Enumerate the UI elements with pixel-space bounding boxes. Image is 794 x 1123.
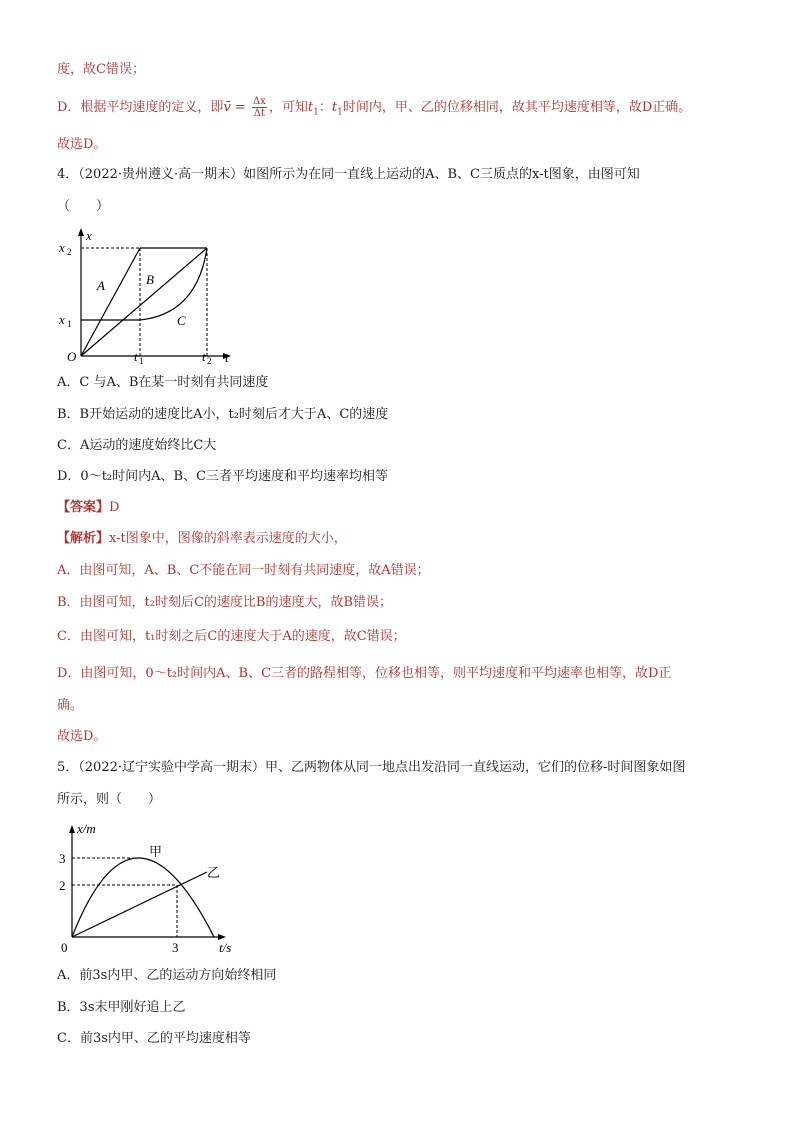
- q4-option-b-text: B．B开始运动的速度比A小，t₂时刻后才大于A、C的速度: [57, 407, 389, 422]
- q4-explain-d-text-1: D．由图可知，0～t₂时间内A、B、C三者的路程相等，位移也相等，则平均速度和平均速率也相等，故D正: [57, 666, 672, 681]
- q5-label-jia: 甲: [149, 844, 163, 859]
- t2-symbol: t: [331, 100, 338, 115]
- q5-y-tick-2: 2: [59, 878, 66, 893]
- q5-xt-graph: [57, 816, 247, 960]
- q4-explain-c-text: C．由图可知，t₁时刻之后C的速度大于A的速度，故C错误；: [57, 629, 406, 644]
- q5-option-c-text: C．前3s内甲、乙的平均速度相等: [57, 1031, 251, 1046]
- delta-fraction: [252, 96, 267, 119]
- q4-option-a-text: A．C 与A、B在某一时刻有共同速度: [57, 375, 269, 390]
- q5-curve-jia: [72, 858, 214, 937]
- q4-option-b: [57, 406, 388, 424]
- q4-option-d-text: D．0～t₂时间内A、B、C三者平均速度和平均速率均相等: [57, 469, 389, 484]
- q4-option-d: [57, 468, 388, 486]
- q4-answer-line: [57, 499, 119, 517]
- q4-t-axis-label: t: [225, 350, 229, 365]
- q5-line-yi: [72, 872, 207, 937]
- q4-x2-subscript: 2: [67, 247, 72, 257]
- prev-text-2a: D．根据平均速度的定义，即: [57, 100, 224, 115]
- vbar-symbol: v̄: [223, 100, 231, 115]
- t2-subscript: 1: [337, 107, 343, 118]
- q5-x-axis-label: t/s: [219, 940, 232, 955]
- q4-curve-label-b: B: [146, 272, 154, 287]
- q4-x1-label: x: [59, 312, 65, 327]
- q4-stem-2: （ ）: [57, 199, 110, 214]
- fraction-numerator: Δx: [252, 96, 266, 107]
- q5-label-yi: 乙: [207, 865, 221, 880]
- q4-option-c-text: C．A运动的速度始终比C大: [57, 438, 217, 453]
- q4-analysis-line: [57, 530, 347, 548]
- q4-line-b: [81, 248, 207, 356]
- prev-choose: 故选D。: [57, 137, 107, 152]
- q5-option-c: [57, 1030, 251, 1048]
- q4-explain-d-1: [57, 665, 671, 683]
- prev-line-3: [57, 136, 106, 154]
- q5-stem-line-1: [57, 759, 685, 777]
- q4-choose: [57, 728, 106, 746]
- prev-text-1: 度，故C错误；: [57, 62, 145, 77]
- prev-text-2c: 时间内，甲、乙的位移相同，故其平均速度相等，故D正确。: [342, 100, 692, 115]
- q4-xt-graph: [57, 224, 257, 368]
- q5-origin-label: 0: [61, 940, 68, 955]
- q4-x2-label: x: [59, 240, 65, 255]
- t1-subscript: 1: [313, 107, 319, 118]
- answer-tag: 【答案】: [57, 500, 110, 515]
- q4-stem-1: 4．（2022·贵州遵义·高一期末）如图所示为在同一直线上运动的A、B、C三质点的x-t图象，由图可知: [57, 167, 640, 182]
- q4-stem-line-2: [57, 198, 109, 216]
- q4-line-a: [81, 248, 140, 356]
- q4-explain-a-text: A．由图可知，A、B、C不能在同一时刻有共同速度，故A错误；: [57, 563, 430, 578]
- q5-y-axis-label: x/m: [77, 821, 96, 836]
- q4-t1-subscript: 1: [139, 356, 144, 366]
- q4-t2-label: t: [202, 349, 206, 364]
- q4-option-a: [57, 374, 268, 392]
- colon: ：: [318, 100, 332, 115]
- q4-y-arrow: [78, 228, 84, 236]
- q4-explain-b: [57, 594, 392, 612]
- q4-y-label: x: [86, 228, 92, 243]
- q4-curve-label-a: A: [97, 278, 105, 293]
- q4-explain-a: [57, 562, 430, 580]
- q4-answer: D: [109, 500, 120, 515]
- prev-line-2: [57, 96, 691, 122]
- q5-y-arrow: [69, 825, 75, 833]
- analysis-tag: 【解析】: [57, 531, 110, 546]
- q4-origin-label: O: [67, 349, 77, 364]
- prev-line-1: [57, 61, 145, 79]
- equals-sign: =: [230, 100, 250, 115]
- q5-option-a-text: A．前3s内甲、乙的运动方向始终相同: [57, 968, 277, 983]
- fraction-denominator: Δt: [253, 108, 266, 119]
- q4-t2-subscript: 2: [207, 356, 212, 366]
- q5-option-b: [57, 999, 186, 1017]
- q4-explain-d-text-2: 确。: [57, 698, 84, 713]
- q4-explain-d-2: [57, 697, 83, 715]
- q4-explain-b-text: B．由图可知，t₂时刻后C的速度比B的速度大，故B错误；: [57, 595, 393, 610]
- q5-option-b-text: B．3s末甲刚好追上乙: [57, 1000, 186, 1015]
- q4-explain-c: [57, 628, 406, 646]
- q4-stem-line-1: [57, 166, 640, 184]
- q5-x-tick-3: 3: [172, 940, 179, 955]
- q5-stem-line-2: [57, 791, 161, 809]
- prev-text-2b: ，可知: [268, 100, 308, 115]
- q4-curve-label-c: C: [177, 313, 186, 328]
- q4-option-c: [57, 437, 216, 455]
- q5-option-a: [57, 967, 276, 985]
- q4-choose-text: 故选D。: [57, 729, 107, 744]
- q5-stem-2: 所示，则（ ）: [57, 792, 162, 807]
- q4-t1-label: t: [134, 349, 138, 364]
- q4-analysis-text: x-t图象中，图像的斜率表示速度的大小，: [109, 531, 347, 546]
- q5-y-tick-3: 3: [59, 851, 66, 866]
- t1-symbol: t: [307, 100, 314, 115]
- q4-x1-subscript: 1: [67, 319, 72, 329]
- q5-stem-1: 5．（2022·辽宁实验中学高一期末）甲、乙两物体从同一地点出发沿同一直线运动，它们的位移-时间图象如图: [57, 760, 686, 775]
